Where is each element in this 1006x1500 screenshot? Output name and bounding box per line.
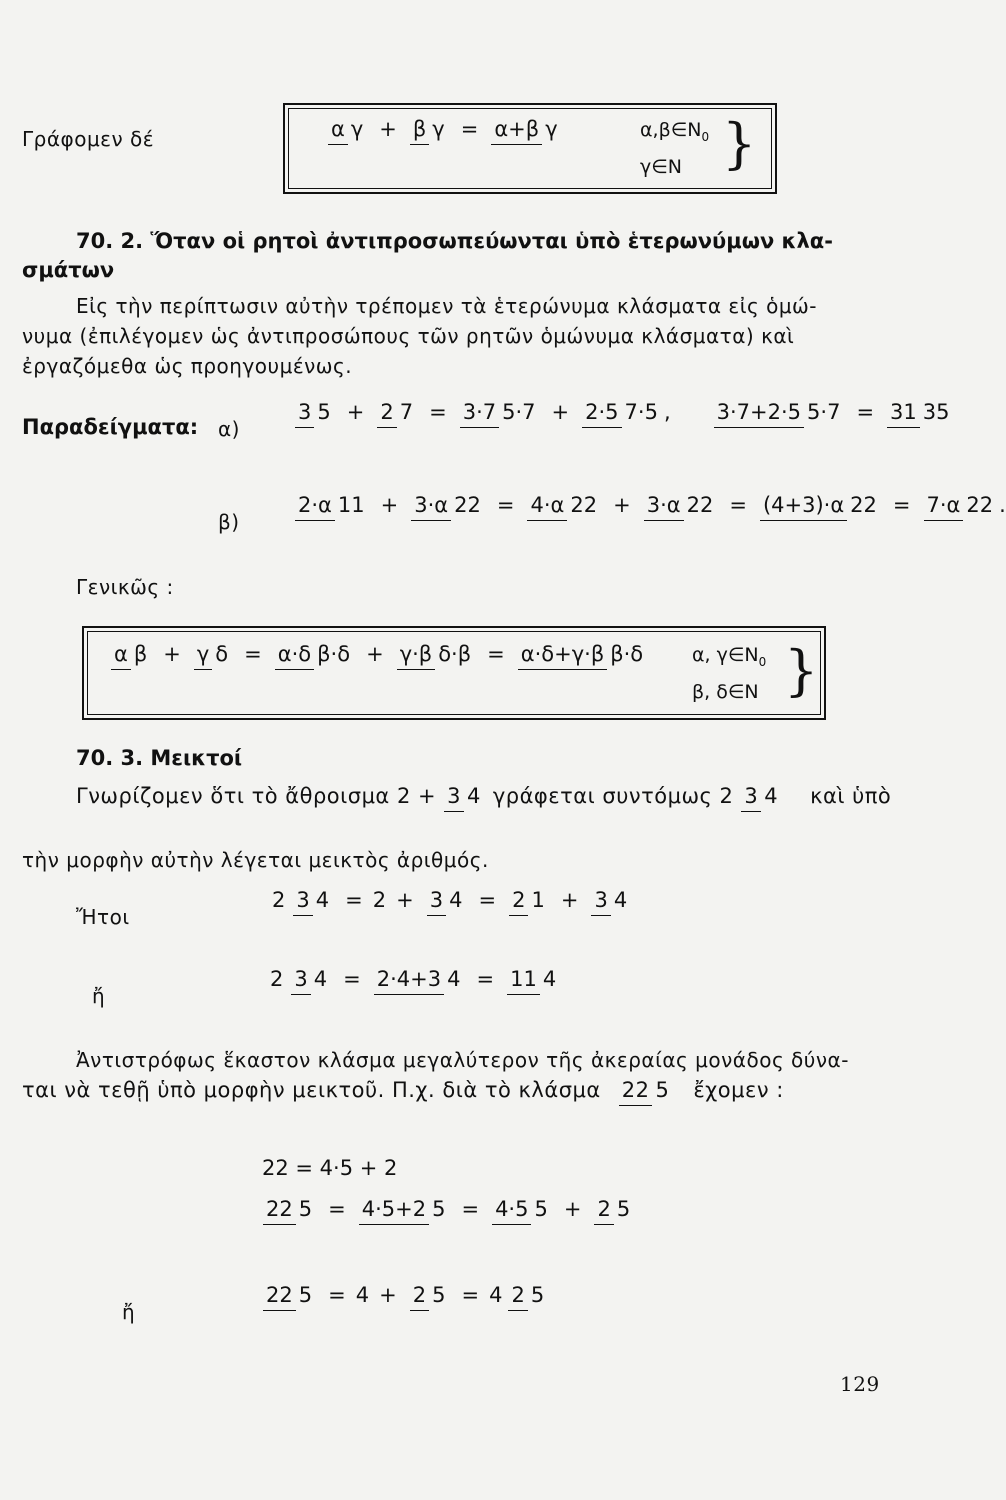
general-label: Γενικῶς :: [76, 575, 174, 599]
section-70-3-heading: 70. 3. Μεικτοί: [76, 746, 243, 770]
division-equation: 22 = 4·5 + 2: [262, 1156, 398, 1180]
section-70-3-line-2: τὴν μορφὴν αὐτὴν λέγεται μεικτὸς ἀριθμός.: [22, 848, 489, 872]
example-b-label: β): [218, 510, 240, 534]
brace-icon: }: [722, 112, 757, 175]
section-70-3-para-1: Ἀντιστρόφως ἕκαστον κλάσμα μεγαλύτερον τῆς ἀκεραίας μονάδος δύνα-: [76, 1048, 849, 1072]
section-70-2-heading-cont: σμάτων: [22, 258, 115, 282]
example-a-label: α): [218, 417, 240, 441]
formula-2-equation: α β + γ δ = α·δ β·δ + γ·β δ·β = α·δ+γ·β β·δ: [108, 642, 649, 666]
example-a-equation: 3 5 + 2 7 = 3·7 5·7 + 2·5 7·5 , 3·7+2·5 5·7 = 31 35: [292, 400, 956, 424]
itoi-label: Ἤτοι: [76, 905, 130, 929]
brace-icon: }: [784, 639, 819, 702]
formula-2-conditions: α, $\gamma\in N_0$ β, δ∈N: [692, 644, 767, 703]
formula-1-conditions: $\alpha,\beta\in N_0$ γ∈N: [640, 119, 710, 178]
formula-1-equation: α γ + β γ = α+β γ: [325, 117, 564, 141]
section-70-3-line-1: Γνωρίζομεν ὅτι τὸ ἄθροισμα 2 + 3 4 γράφεται συντόμως 2 3 4 καὶ ὑπὸ: [76, 784, 891, 808]
mixed-number-equation-1: 2 3 4 = 2 + 3 4 = 2 1 + 3 4: [272, 888, 633, 912]
section-70-2-para-1: Εἰς τὴν περίπτωσιν αὐτὴν τρέπομεν τὰ ἑτερώνυμα κλάσματα εἰς ὁμώ-: [76, 294, 818, 318]
formula-box-2: [82, 626, 826, 720]
formula-box-1: [283, 103, 777, 194]
or-label-2: ἤ: [122, 1300, 136, 1324]
section-70-2-para-3: ἐργαζόμεθα ὡς προηγουμένως.: [22, 354, 353, 378]
example-b-equation: 2·α 11 + 3·α 22 = 4·α 22 + 3·α 22 = (4+3)·α 22 = 7·α 22 .: [292, 493, 1006, 517]
section-70-2-para-2: νυμα (ἐπιλέγομεν ὡς ἀντιπροσώπους τῶν ρητῶν ὁμώνυμα κλάσματα) καὶ: [22, 324, 795, 348]
or-label: ἤ: [92, 984, 106, 1008]
mixed-number-equation-2: 2 3 4 = 2·4+3 4 = 11 4: [270, 967, 562, 991]
examples-label: Παραδείγματα:: [22, 415, 199, 439]
intro-label: Γράφομεν δέ: [22, 127, 155, 151]
mixed-number-equation-4: 22 5 = 4 + 2 5 = 4 2 5: [260, 1283, 550, 1307]
section-70-2-heading: 70. 2. Ὅταν οἱ ρητοὶ ἀντιπροσωπεύωνται ὑπὸ ἑτερωνύμων κλα-: [76, 229, 833, 253]
section-70-3-para-2: ται νὰ τεθῇ ὑπὸ μορφὴν μεικτοῦ. Π.χ. διὰ τὸ κλάσμα 22 5 ἔχομεν :: [22, 1078, 784, 1102]
mixed-number-equation-3: 22 5 = 4·5+2 5 = 4·5 5 + 2 5: [260, 1197, 636, 1221]
page-number: 129: [840, 1372, 880, 1396]
